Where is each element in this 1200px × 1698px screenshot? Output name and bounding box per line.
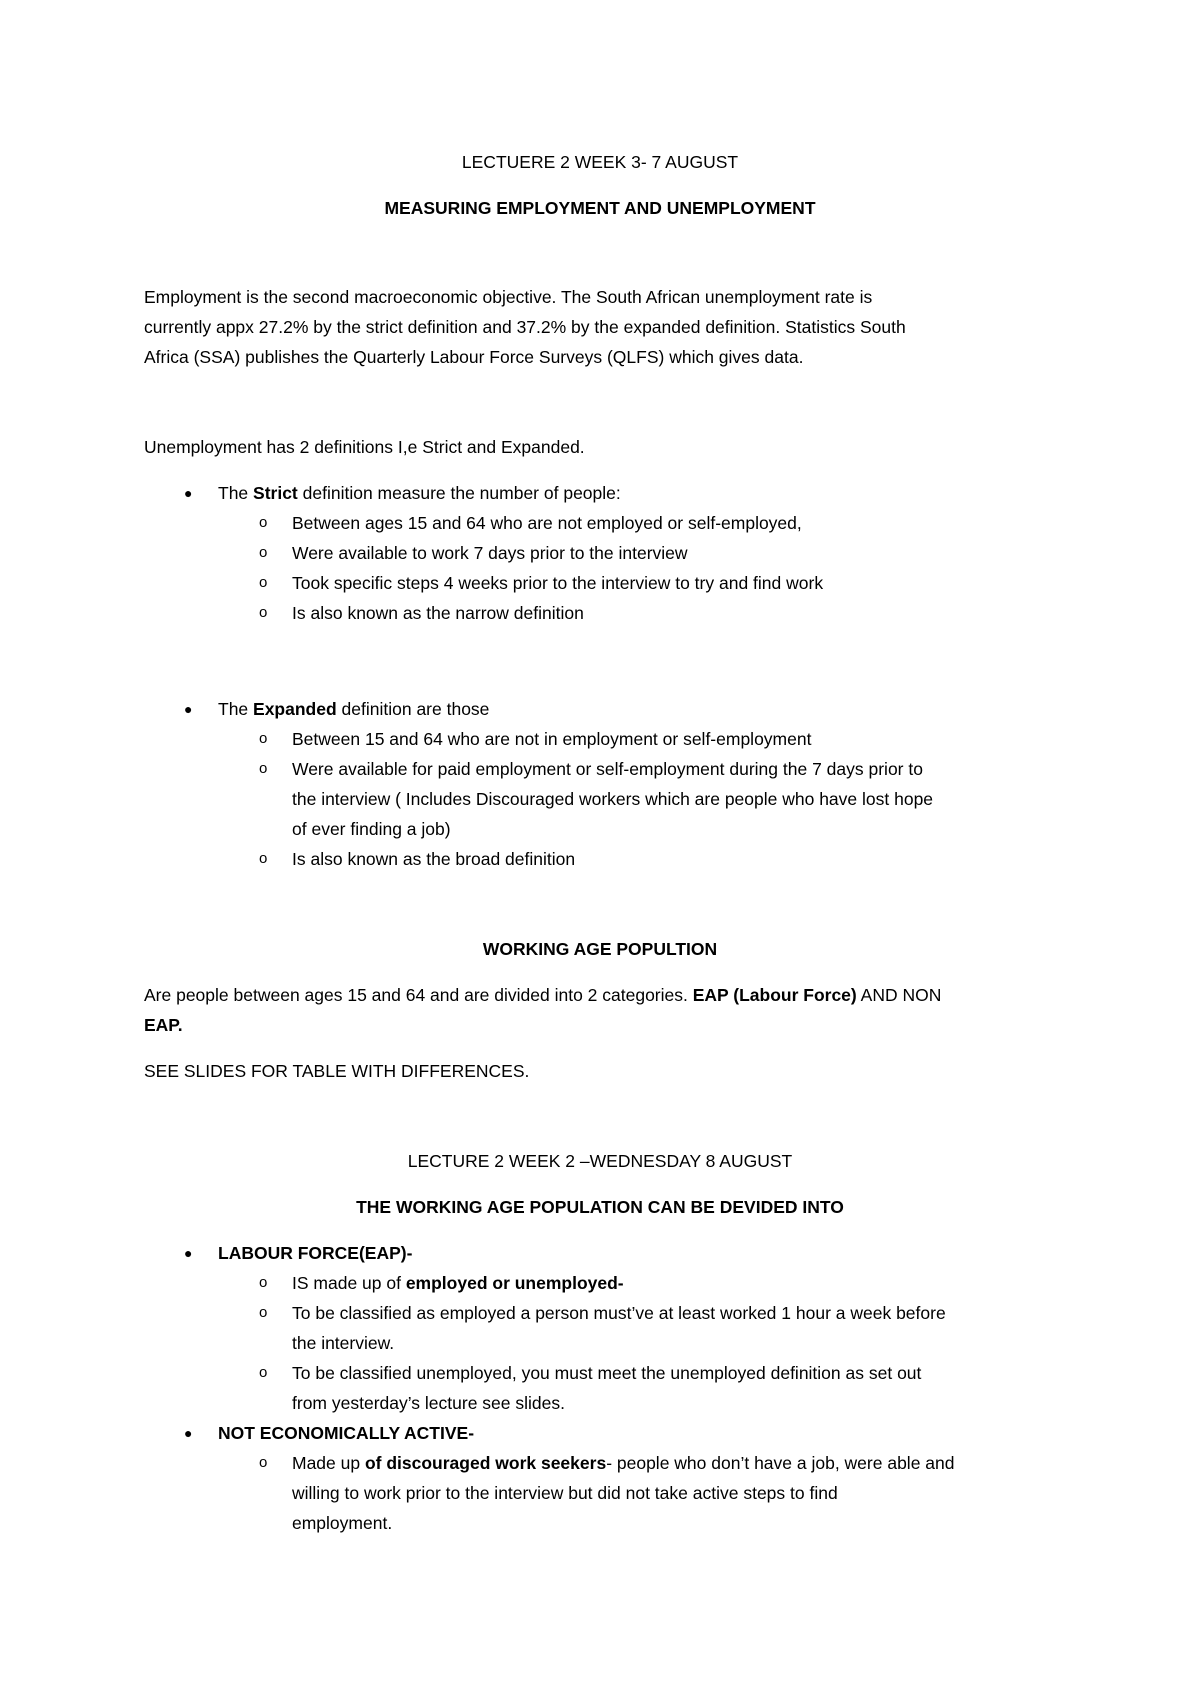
list-item: o To be classified unemployed, you must meet the unemployed definition as set out	[292, 1358, 1082, 1388]
list-item: o Made up of discouraged work seekers- people who don’t have a job, were able and	[292, 1448, 1082, 1478]
sub-bullet-icon: o	[259, 760, 268, 777]
section-heading: THE WORKING AGE POPULATION CAN BE DEVIDED INTO	[356, 1197, 844, 1217]
list-item-continued: the interview.	[292, 1333, 395, 1353]
labour-force-bullet: ● LABOUR FORCE(EAP)-	[218, 1238, 1078, 1268]
list-item: o Were available for paid employment or self-employment during the 7 days prior to	[292, 754, 1082, 784]
sub-bullet-icon: o	[259, 574, 268, 591]
sub-bullet-icon: o	[259, 604, 268, 621]
list-item-continued: the interview ( Includes Discouraged workers which are people who have lost hope	[292, 789, 934, 809]
list-item-continued: of ever finding a job)	[292, 819, 451, 839]
expanded-bullet: ● The Expanded definition are those	[218, 694, 1078, 724]
sub-bullet-icon: o	[259, 1454, 268, 1471]
sub-bullet-icon: o	[259, 1304, 268, 1321]
list-item-continued: willing to work prior to the interview but did not take active steps to find	[292, 1483, 838, 1503]
list-item: o Between ages 15 and 64 who are not employed or self-employed,	[292, 508, 1082, 538]
list-item: o Is also known as the broad definition	[292, 844, 1082, 874]
definitions-intro: Unemployment has 2 definitions I,e Strict and Expanded.	[144, 437, 585, 457]
list-item: o Took specific steps 4 weeks prior to the interview to try and find work	[292, 568, 1082, 598]
sub-bullet-icon: o	[259, 514, 268, 531]
sub-bullet-icon: o	[259, 1274, 268, 1291]
sub-bullet-icon: o	[259, 1364, 268, 1381]
list-item: o Is also known as the narrow definition	[292, 598, 1082, 628]
list-item: o Were available to work 7 days prior to the interview	[292, 538, 1082, 568]
see-slides-note: SEE SLIDES FOR TABLE WITH DIFFERENCES.	[144, 1061, 530, 1081]
list-item-continued: employment.	[292, 1513, 393, 1533]
list-item: o Between 15 and 64 who are not in employment or self-employment	[292, 724, 1082, 754]
lecture-title: LECTUERE 2 WEEK 3- 7 AUGUST	[461, 152, 739, 172]
section-heading: WORKING AGE POPULTION	[482, 939, 718, 959]
intro-line-3: Africa (SSA) publishes the Quarterly Labour Force Surveys (QLFS) which gives data.	[144, 347, 804, 367]
section-heading: MEASURING EMPLOYMENT AND UNEMPLOYMENT	[384, 198, 816, 218]
intro-line-2: currently appx 27.2% by the strict definition and 37.2% by the expanded definition. Statistics South	[144, 317, 906, 337]
bullet-icon: ●	[184, 1425, 193, 1441]
list-item: o To be classified as employed a person must’ve at least worked 1 hour a week before	[292, 1298, 1082, 1328]
list-item-continued: from yesterday’s lecture see slides.	[292, 1393, 565, 1413]
lecture-title: LECTURE 2 WEEK 2 –WEDNESDAY 8 AUGUST	[407, 1151, 793, 1171]
intro-line-1: Employment is the second macroeconomic objective. The South African unemployment rate is	[144, 287, 873, 307]
sub-bullet-icon: o	[259, 544, 268, 561]
strict-bullet: ● The Strict definition measure the number of people:	[218, 478, 1078, 508]
sub-bullet-icon: o	[259, 850, 268, 867]
bullet-icon: ●	[184, 1245, 193, 1261]
bullet-icon: ●	[184, 701, 193, 717]
wap-line-1: Are people between ages 15 and 64 and are divided into 2 categories. EAP (Labour Force) AND NON	[144, 985, 942, 1005]
list-item: o IS made up of employed or unemployed-	[292, 1268, 1082, 1298]
sub-bullet-icon: o	[259, 730, 268, 747]
wap-line-2: EAP.	[144, 1015, 183, 1035]
bullet-icon: ●	[184, 485, 193, 501]
not-economically-active-bullet: ● NOT ECONOMICALLY ACTIVE-	[218, 1418, 1078, 1448]
